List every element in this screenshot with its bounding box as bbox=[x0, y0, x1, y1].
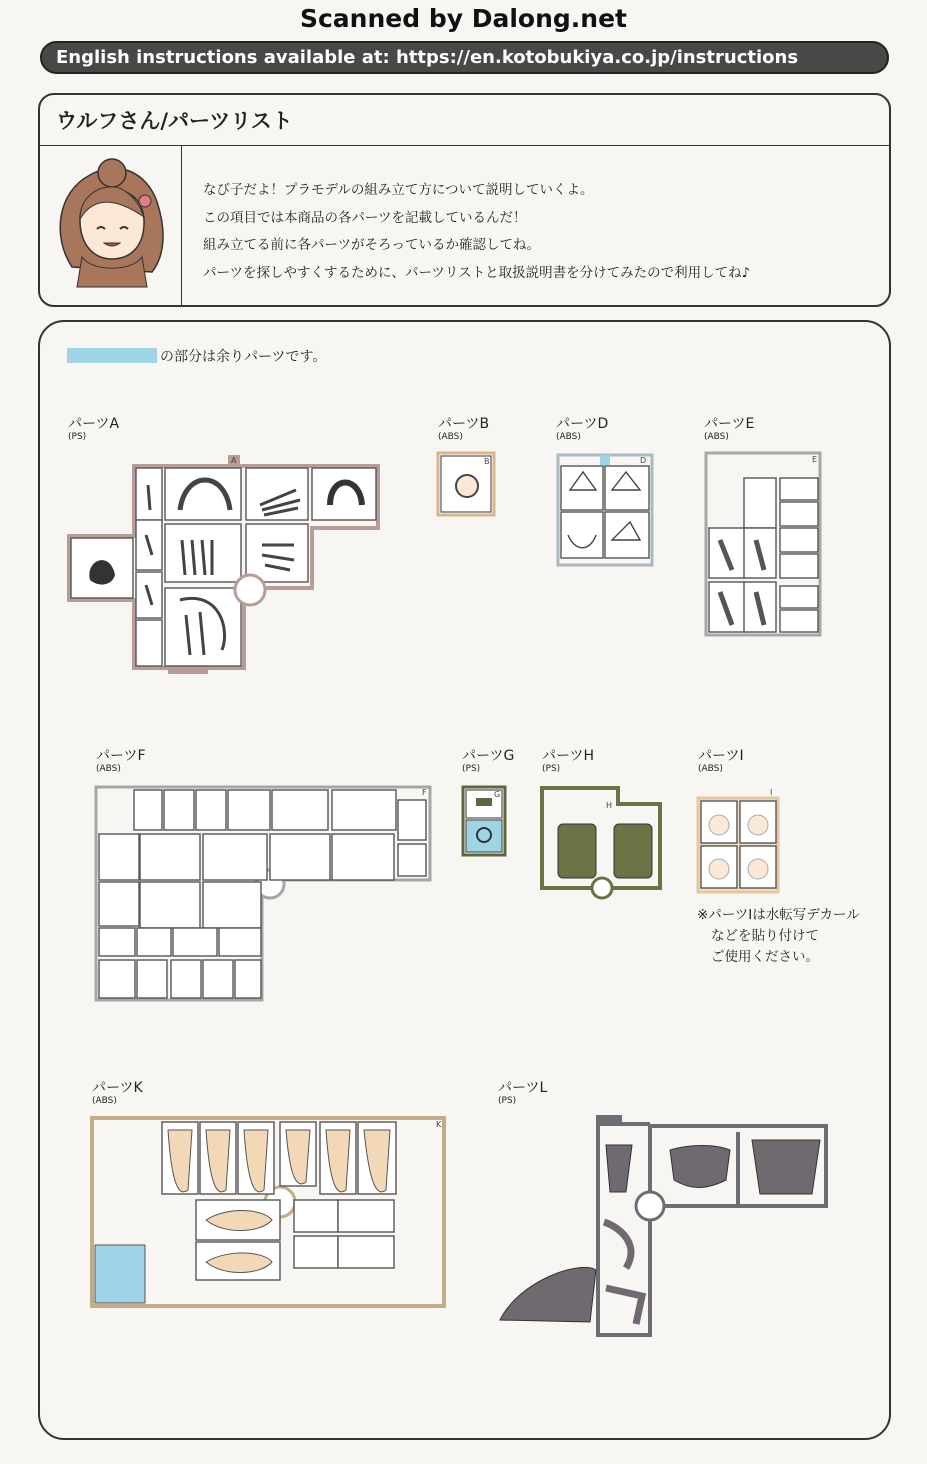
runner-a bbox=[69, 455, 378, 674]
runner-i bbox=[698, 788, 778, 892]
runner-f bbox=[96, 787, 430, 1000]
svg-text:E: E bbox=[812, 455, 818, 464]
svg-text:K: K bbox=[436, 1120, 442, 1129]
runner-label-l: パーツL (PS) bbox=[498, 1080, 548, 1106]
legend-text: の部分は余りパーツです。 bbox=[160, 349, 327, 365]
note-line: ※パーツIは水転写デカール bbox=[697, 907, 860, 923]
runner-d bbox=[558, 455, 652, 565]
intro-line: パーツを探しやすくするために、パーツリストと取扱説明書を分けてみたので利用してね♪ bbox=[203, 264, 751, 281]
runner-label-d: パーツD (ABS) bbox=[556, 416, 609, 442]
intro-line: なび子だよ！プラモデルの組み立て方について説明していくよ。 bbox=[203, 182, 594, 198]
runner-label-a: パーツA (PS) bbox=[68, 416, 120, 442]
svg-text:A: A bbox=[231, 456, 237, 465]
svg-text:I: I bbox=[770, 788, 773, 797]
runner-g bbox=[463, 787, 505, 855]
english-instructions-banner[interactable]: English instructions available at: https://en.kotobukiya.co.jp/instructions bbox=[40, 41, 889, 74]
svg-text:D: D bbox=[640, 456, 647, 465]
runner-e bbox=[706, 453, 820, 635]
runner-label-b: パーツB (ABS) bbox=[438, 416, 490, 442]
svg-text:G: G bbox=[494, 790, 501, 799]
runner-i-note bbox=[697, 905, 860, 968]
runner-label-i: パーツI (ABS) bbox=[698, 748, 744, 774]
page-title: ウルフさん/パーツリスト bbox=[56, 109, 293, 133]
runner-l bbox=[500, 1115, 826, 1335]
runner-k bbox=[92, 1118, 444, 1306]
svg-text:F: F bbox=[422, 788, 427, 797]
intro-line: この項目では本商品の各パーツを記載しているんだ！ bbox=[203, 209, 527, 226]
runner-label-f: パーツF (ABS) bbox=[96, 748, 146, 774]
runner-label-k: パーツK (ABS) bbox=[92, 1080, 143, 1106]
runner-b bbox=[438, 453, 494, 515]
runner-label-e: パーツE (ABS) bbox=[704, 416, 755, 442]
svg-text:H: H bbox=[606, 801, 613, 810]
note-line: ご使用ください。 bbox=[711, 949, 819, 965]
runner-h bbox=[542, 788, 660, 898]
scan-credit: Scanned by Dalong.net bbox=[299, 4, 627, 33]
runner-label-g: パーツG (PS) bbox=[462, 748, 515, 774]
runner-label-h: パーツH (PS) bbox=[542, 748, 594, 774]
intro-line: 組み立てる前に各パーツがそろっているか確認してね。 bbox=[203, 237, 540, 253]
svg-text:B: B bbox=[484, 457, 490, 466]
note-line: などを貼り付けて bbox=[711, 928, 819, 944]
